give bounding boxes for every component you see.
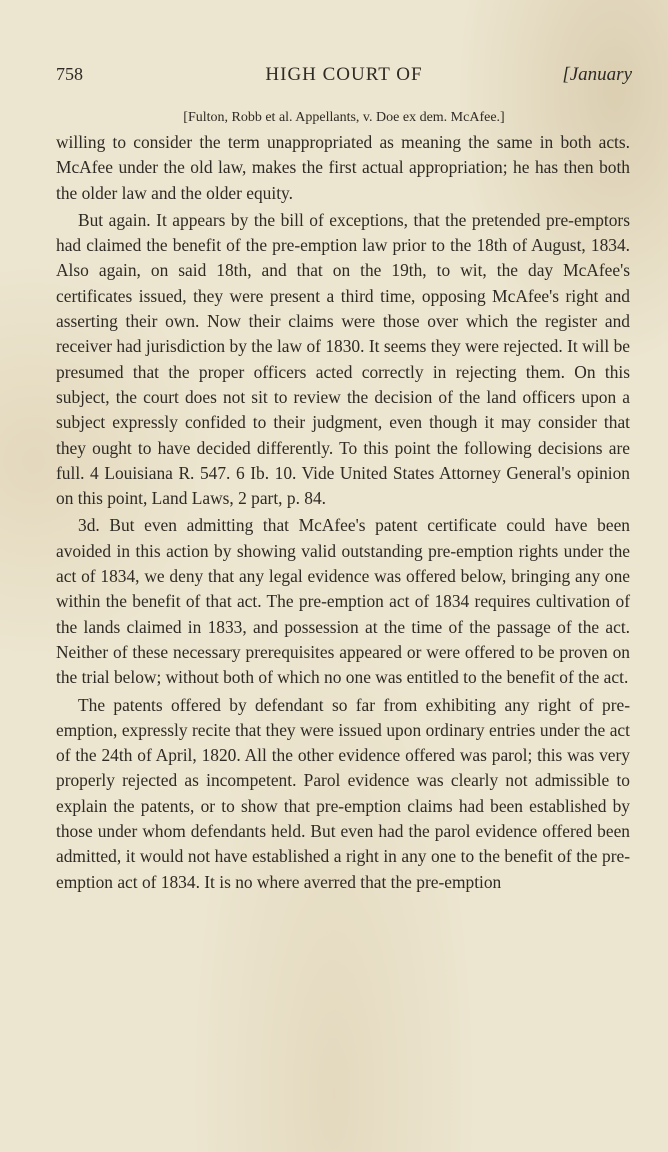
paragraph-patents: The patents offered by defendant so far from exhibiting any right of pre-emption, expressly recite that they were issued upon ordinary entries under the act of the 24th of April, 1820. All the other evidence offered was parol; this was very properly rejected as incompetent. Parol evidence was clearly not admissible to explain the patents, or to show that pre-emption claims had been established by those under whom defendants held. But even had the parol evidence offered been admitted, it would not have established a right in any one to the benefit of the pre-emption act of 1834. It is no where averred that the pre-emption bbox=[56, 694, 630, 892]
body-text bbox=[56, 130, 630, 897]
term-label: [January bbox=[562, 64, 632, 85]
paragraph-third-point: 3d. But even admitting that McAfee's patent certificate could have been avoided in this action by showing valid outstanding pre-emption rights under the act of 1834, we deny that any legal evidence was offered below, bringing any one within the benefit of that act. The pre-emption act of 1834 requires cultivation of the lands claimed in 1833, and possession at the time of the passage of the act. Neither of these necessary prerequisites appeared or were offered to be proven on the trial below; without both of which no one was entitled to the benefit of the act. bbox=[56, 515, 630, 688]
paragraph-continuation: willing to consider the term unappropriated as meaning the same in both acts. McAfee under the old law, makes the first actual appropriation; he has then both the older law and the older equity. bbox=[56, 132, 630, 203]
running-title: HIGH COURT OF bbox=[265, 64, 423, 85]
paragraph-but-again: But again. It appears by the bill of exceptions, that the pretended pre-emptors had claimed the benefit of the pre-emption law prior to the 18th of August, 1834. Also again, on said 18th, and that on the 19th, to wit, the day McAfee's certificates issued, they were present a third time, opposing McAfee's right and asserting their own. Now their claims were those over which the register and receiver had jurisdiction by the law of 1830. It seems they were rejected. It will be presumed that the proper officers acted correctly in rejecting them. On this subject, the court does not sit to review the decision of the land officers upon a subject expressly confided to their judgment, even though it may consider that they ought to have decided differently. To this point the following decisions are full. 4 Louisiana R. 547. 6 Ib. 10. Vide United States Attorney General's opinion on this point, Land Laws, 2 part, p. 84. bbox=[56, 209, 630, 509]
case-caption: [Fulton, Robb et al. Appellants, v. Doe ex dem. McAfee.] bbox=[183, 110, 505, 125]
page-header bbox=[56, 64, 632, 94]
page-number: 758 bbox=[56, 64, 83, 84]
